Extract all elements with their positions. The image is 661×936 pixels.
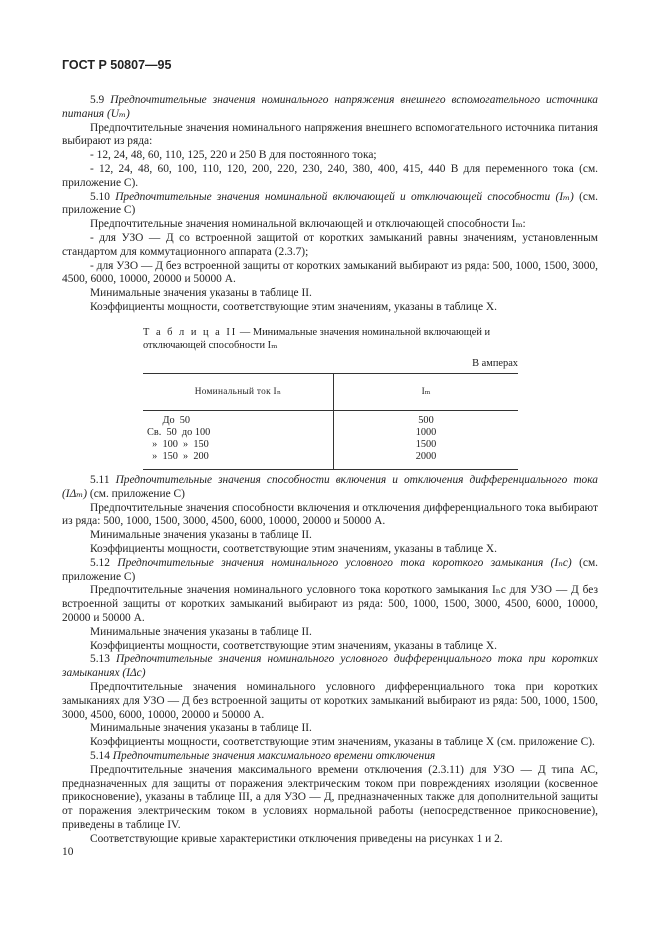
table-row-range: Св. 50 до 100 (147, 427, 211, 439)
section-5-10-item2: - для УЗО — Д без встроенной защиты от коротких замыканий выбирают из ряда: 500, 1000, 1500, 3000, 4500, 6000, 10000, 20000 и 50000 А. (62, 259, 598, 286)
table-2-units: В амперах (472, 357, 518, 369)
section-5-11-title: 5.11 Предпочтительные значения способности включения и отключения дифференциального тока (IΔₘ) (см. приложение С) (62, 474, 598, 500)
section-5-9-intro: Предпочтительные значения номинального напряжения внешнего вспомогательного источника питания выбирают из ряда: (62, 121, 598, 148)
section-5-9-title: 5.9 Предпочтительные значения номинального напряжения внешнего вспомогательного источника питания (Uₘ) (62, 94, 598, 120)
section-5-10-pf: Коэффициенты мощности, соответствующие этим значениям, указаны в таблице X. (90, 300, 497, 313)
table-row-value: 2000 (415, 451, 437, 463)
table-row-value: 1500 (415, 439, 437, 451)
table-2-caption: Т а б л и ц а II — Минимальные значения номинальной включающей и отключающей способности Iₘ (143, 327, 491, 351)
section-5-10-intro: Предпочтительные значения номинальной включающей и отключающей способности Iₘ: (90, 218, 526, 231)
section-5-9-ac: - 12, 24, 48, 60, 100, 110, 120, 200, 220, 230, 240, 380, 400, 415, 440 В для переменного тока (см. приложение С). (62, 162, 598, 189)
document-code: ГОСТ Р 50807—95 (62, 58, 172, 72)
section-5-11-body: Предпочтительные значения способности включения и отключения дифференциального тока выбирают из ряда: 500, 1000, 1500, 3000, 4500, 6000, 10000, 20000 и 50000 А. (62, 501, 598, 528)
sections-5-11-5-14 (62, 474, 598, 847)
table-2-values (334, 411, 519, 470)
table-2-col1-header: Номинальный ток Iₙ (143, 374, 334, 411)
section-5-14-body: Предпочтительные значения максимального времени отключения (2.3.11) для УЗО — Д типа АС, предназначенных для защиты от поражения электрическим током при повреждениях изоляции (косвенное прикосновение), указаны в таблице III, а для УЗО — Д, предназначенных также для дополнительной защиты от поражения электрическим током в условиях нормальной работы (непосредственное прикосновение), приведены в таблице IV. (62, 763, 598, 831)
table-row-range: До 50 (147, 415, 191, 427)
section-5-11-min: Минимальные значения указаны в таблице II. (90, 529, 312, 542)
table-row-range: » 150 » 200 (147, 451, 209, 463)
section-5-12-title: 5.12 Предпочтительные значения номинального условного тока короткого замыкания (Iₙc) (см. приложение С) (62, 556, 599, 583)
section-5-13-min: Минимальные значения указаны в таблице II. (90, 722, 312, 735)
section-5-13-pf: Коэффициенты мощности, соответствующие этим значениям, указаны в таблице X (см. приложение С). (90, 736, 595, 749)
table-2-grid (143, 373, 518, 470)
section-5-10-item1: - для УЗО — Д со встроенной защитой от коротких замыканий равны значениям, установленным стандартом для коммутационного аппарата (2.3.7); (62, 231, 598, 258)
section-5-11-pf: Коэффициенты мощности, соответствующие этим значениям, указаны в таблице X. (90, 542, 497, 555)
section-5-12-body: Предпочтительные значения номинального условного тока короткого замыкания Iₙc для УЗО — Д без встроенной защиты от коротких замыканий выбирают из ряда: 500, 1000, 1500, 3000, 4500, 6000, 10000, 20000 и 50000 А. (62, 584, 598, 624)
sections-5-9-5-10 (62, 94, 598, 315)
table-2-col2-header: Iₘ (334, 374, 519, 411)
section-5-13-title: 5.13 Предпочтительные значения номинального условного дифференциального тока при коротких замыканиях (IΔc) (62, 653, 598, 680)
section-5-12-min: Минимальные значения указаны в таблице II. (90, 625, 312, 638)
table-row-value: 1000 (415, 427, 437, 439)
section-5-14-curves: Соответствующие кривые характеристики отключения приведены на рисунках 1 и 2. (90, 832, 503, 845)
section-5-9-dc: - 12, 24, 48, 60, 110, 125, 220 и 250 В для постоянного тока; (90, 149, 377, 162)
section-5-10-min: Минимальные значения указаны в таблице II. (90, 287, 312, 300)
table-2-ranges (143, 411, 334, 470)
table-row-range: » 100 » 150 (147, 439, 209, 451)
section-5-12-pf: Коэффициенты мощности, соответствующие этим значениям, указаны в таблице X. (90, 639, 497, 652)
page-number: 10 (62, 846, 74, 858)
section-5-10-title: 5.10 Предпочтительные значения номинальной включающей и отключающей способности (Iₘ) (см. приложение С) (62, 190, 598, 217)
table-row-value: 500 (418, 415, 434, 427)
table-2 (143, 327, 518, 470)
section-5-13-body: Предпочтительные значения номинального условного дифференциального тока при коротких замыканиях для УЗО — Д без встроенной защиты от коротких замыканий выбирают из ряда: 500, 1000, 1500, 3000, 4500, 6000, 10000, 20000 и 50000 А. (62, 680, 598, 721)
section-5-14-title: 5.14 Предпочтительные значения максимального времени отключения (90, 749, 436, 762)
